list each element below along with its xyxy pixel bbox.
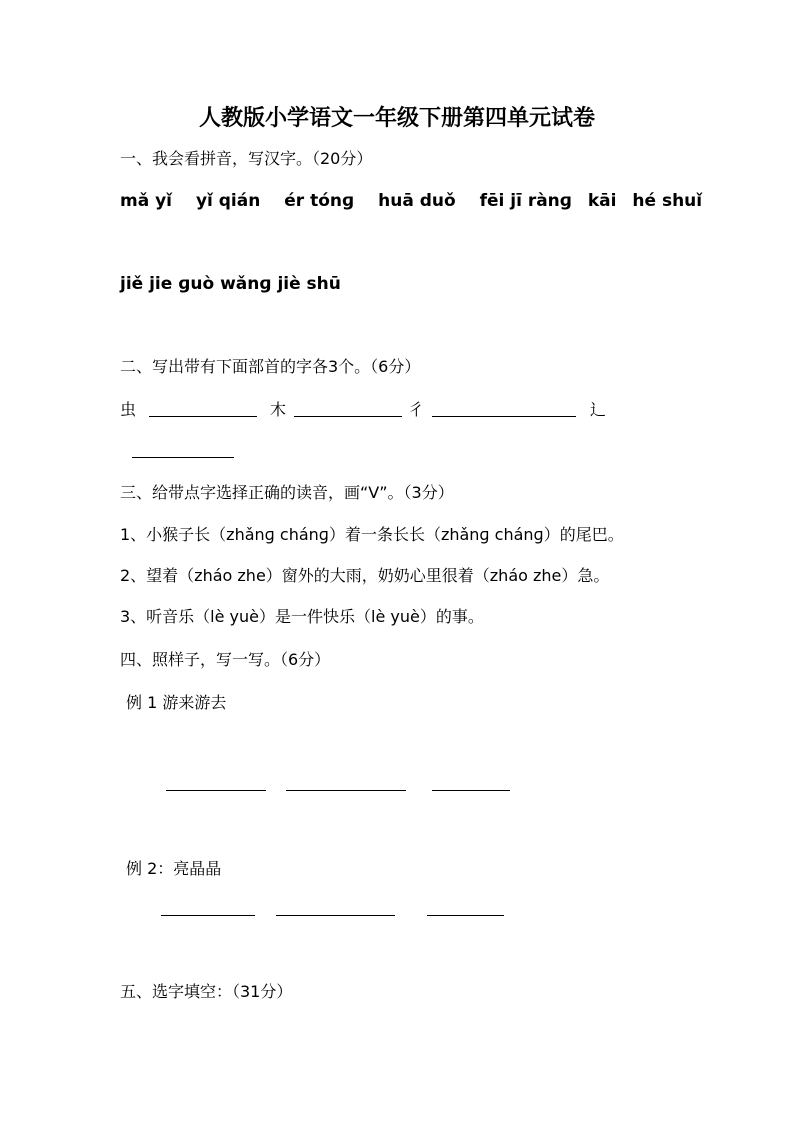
pinyin-item: hé shuǐ — [632, 191, 703, 211]
question-item: 2、望着（zháo zhe）窗外的大雨，奶奶心里很着（zháo zhe）急。 — [120, 566, 610, 585]
pinyin-row-1 — [120, 190, 720, 212]
example-2: 例 2：亮晶晶 — [126, 859, 222, 878]
radical-step: 彳 — [408, 400, 425, 419]
radical-insect: 虫 — [120, 400, 137, 419]
question-item: 1、小猴子长（zhǎnɡ chánɡ）着一条长长（zhǎnɡ chánɡ）的尾巴。 — [120, 525, 624, 544]
pinyin-item: yǐ qián — [195, 191, 261, 211]
section2-heading: 二、写出带有下面部首的字各3个。（6分） — [120, 357, 421, 376]
question-item: 3、听音乐（lè yuè）是一件快乐（lè yuè）的事。 — [120, 607, 484, 626]
section1-heading: 一、我会看拼音，写汉字。（20分） — [120, 149, 373, 168]
pinyin-row-2 — [120, 273, 359, 295]
answer-blank[interactable] — [149, 416, 257, 417]
section4-heading: 四、照样子，写一写。（6分） — [120, 650, 331, 669]
answer-blank[interactable] — [432, 416, 576, 417]
radical-wood: 木 — [270, 400, 287, 419]
pinyin-item: jiě jie ɡuò wǎnɡ jiè shū — [120, 274, 341, 294]
answer-blank[interactable] — [286, 790, 406, 791]
section5-heading: 五、选字填空：（31分） — [120, 982, 293, 1001]
answer-blank[interactable] — [161, 915, 255, 916]
section3-heading: 三、给带点字选择正确的读音，画“V”。（3分） — [120, 483, 454, 502]
example-1: 例 1 游来游去 — [126, 693, 227, 712]
radical-walk: 辶 — [590, 400, 607, 419]
answer-blank[interactable] — [294, 416, 402, 417]
pinyin-item: huā duǒ — [378, 191, 456, 211]
pinyin-item: kāi — [587, 191, 617, 211]
answer-blank[interactable] — [276, 915, 395, 916]
answer-blank[interactable] — [132, 457, 234, 458]
page-title: 人教版小学语文一年级下册第四单元试卷 — [198, 106, 595, 131]
pinyin-item: fēi jī rànɡ — [479, 191, 572, 211]
answer-blank[interactable] — [427, 915, 504, 916]
pinyin-item: ér tónɡ — [284, 191, 355, 211]
pinyin-item: mǎ yǐ — [120, 191, 173, 211]
answer-blank[interactable] — [166, 790, 266, 791]
answer-blank[interactable] — [432, 790, 510, 791]
